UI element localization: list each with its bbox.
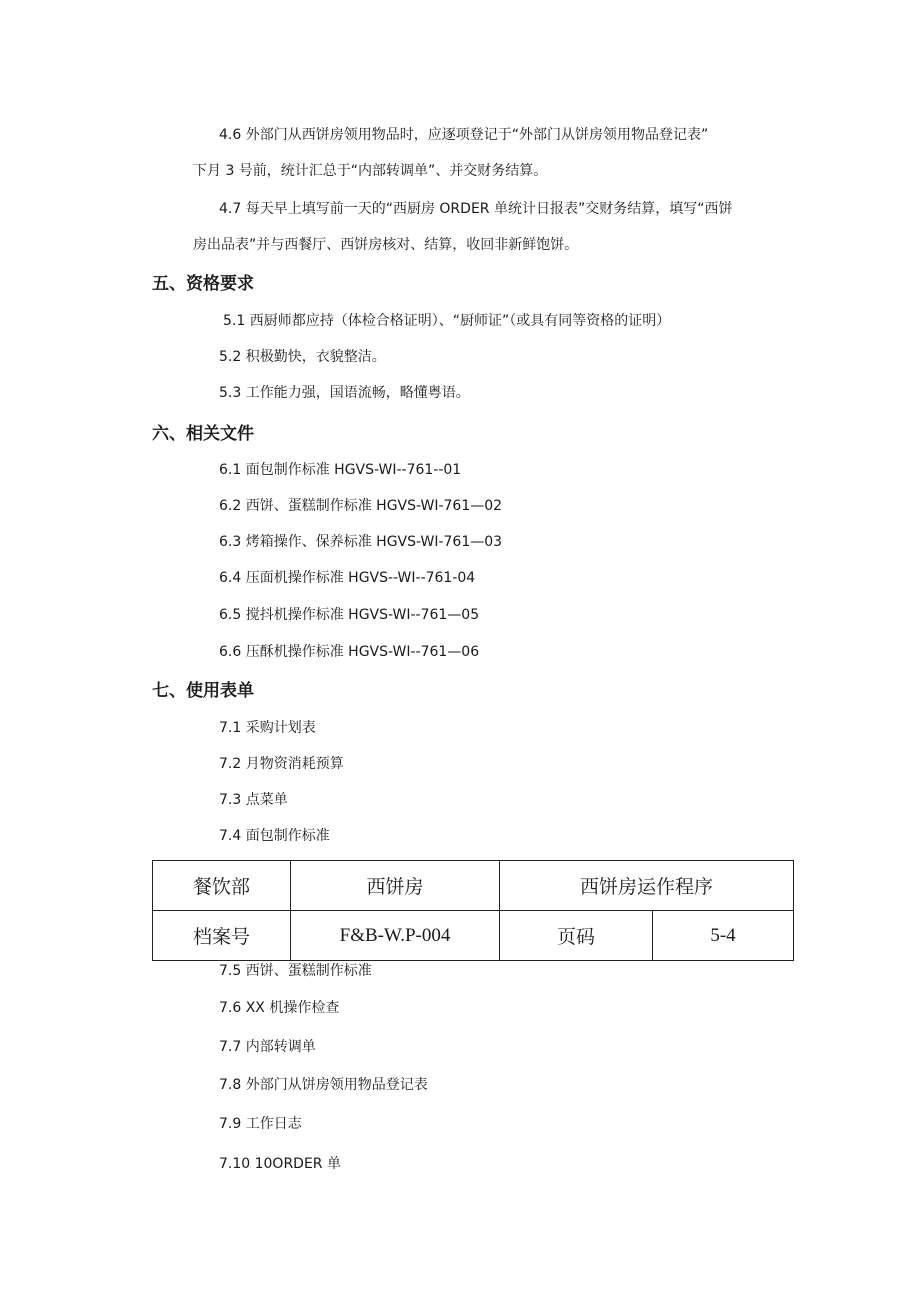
section-5-heading: 五、资格要求	[152, 274, 254, 294]
list-item: 7.6 XX 机操作检查	[219, 1000, 340, 1016]
section-6-heading: 六、相关文件	[152, 424, 254, 444]
list-item: 7.3 点菜单	[219, 792, 288, 808]
page-footer-table	[152, 860, 794, 961]
list-item: 5.1 西厨师都应持（体检合格证明）、“厨师证”（或具有同等资格的证明）	[223, 313, 671, 329]
list-item: 7.1 采购计划表	[219, 720, 316, 736]
section-7-heading: 七、使用表单	[152, 681, 254, 701]
list-item: 6.3 烤箱操作、保养标准 HGVS-WI-761—03	[219, 534, 503, 550]
list-item: 7.5 西饼、蛋糕制作标准	[219, 963, 372, 979]
paragraph-4-7-line2: 房出品表”并与西餐厅、西饼房核对、结算，收回非新鲜饱饼。	[193, 237, 579, 253]
list-item: 6.1 面包制作标准 HGVS-WI--761--01	[219, 462, 462, 478]
list-item: 6.4 压面机操作标准 HGVS--WI--761-04	[219, 570, 476, 586]
footer-file-no-label: 档案号	[153, 911, 291, 961]
list-item: 7.9 工作日志	[219, 1116, 302, 1132]
list-item: 5.2 积极勤快，衣貌整洁。	[219, 349, 386, 365]
footer-section: 西饼房	[291, 861, 500, 911]
footer-page-label: 页码	[500, 911, 653, 961]
list-item: 7.8 外部门从饼房领用物品登记表	[219, 1077, 428, 1093]
paragraph-4-6-line1: 4.6 外部门从西饼房领用物品时，应逐项登记于“外部门从饼房领用物品登记表”	[219, 127, 709, 143]
footer-page-number: 5-4	[653, 911, 794, 961]
list-item: 7.10 10ORDER 单	[219, 1156, 341, 1172]
footer-title: 西饼房运作程序	[500, 861, 794, 911]
list-item: 6.2 西饼、蛋糕制作标准 HGVS-WI-761—02	[219, 498, 503, 514]
list-item: 7.2 月物资消耗预算	[219, 756, 344, 772]
paragraph-4-7-line1: 4.7 每天早上填写前一天的“西厨房 ORDER 单统计日报表”交财务结算，填写“西饼	[219, 201, 733, 217]
list-item: 6.5 搅抖机操作标准 HGVS-WI--761—05	[219, 607, 480, 623]
footer-dept: 餐饮部	[153, 861, 291, 911]
list-item: 7.4 面包制作标准	[219, 828, 330, 844]
list-item: 5.3 工作能力强，国语流畅，略懂粤语。	[219, 385, 470, 401]
list-item: 6.6 压酥机操作标准 HGVS-WI--761—06	[219, 644, 480, 660]
paragraph-4-6-line2: 下月 3 号前，统计汇总于“内部转调单”、并交财务结算。	[193, 163, 548, 179]
list-item: 7.7 内部转调单	[219, 1039, 316, 1055]
footer-file-no: F&B-W.P-004	[291, 911, 500, 961]
